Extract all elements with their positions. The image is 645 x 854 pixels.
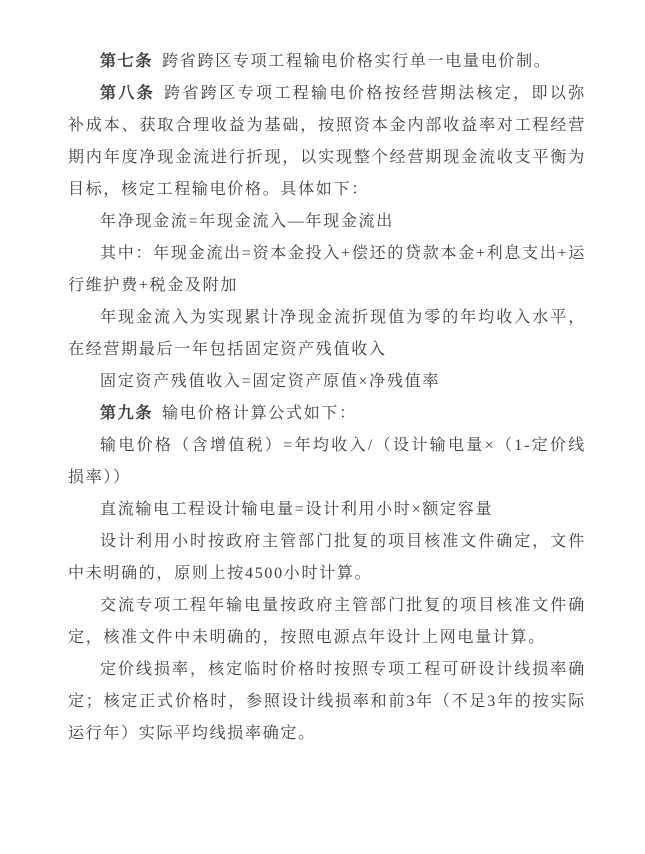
paragraph [68, 302, 586, 366]
paragraph-text: 定价线损率，核定临时价格时按照专项工程可研设计线损率确定；核定正式价格时，参照设计线损率和前3年（不足3年的按实际运行年）实际平均线损率确定。 [68, 661, 586, 742]
paragraph-text: 年净现金流=年现金流入—年现金流出 [100, 213, 394, 230]
paragraph-text: 其中：年现金流出=资本金投入+偿还的贷款本金+利息支出+运行维护费+税金及附加 [68, 245, 586, 294]
paragraph-text: 输电价格计算公式如下： [162, 405, 357, 422]
paragraph [68, 206, 586, 238]
article-number-label: 第八条 [100, 85, 156, 102]
paragraph [68, 654, 586, 750]
paragraph-text: 交流专项工程年输电量按政府主管部门批复的项目核准文件确定，核准文件中未明确的，按照电源点年设计上网电量计算。 [68, 597, 586, 646]
paragraph [68, 590, 586, 654]
paragraph [68, 238, 586, 302]
paragraph [68, 494, 586, 526]
article-number-label: 第九条 [100, 405, 154, 422]
document-body [68, 46, 586, 750]
paragraph-text: 直流输电工程设计输电量=设计利用小时×额定容量 [100, 501, 494, 518]
paragraph-text: 输电价格（含增值税）=年均收入/（设计输电量×（1-定价线损率）） [68, 437, 586, 486]
paragraph [68, 366, 586, 398]
paragraph-text: 设计利用小时按政府主管部门批复的项目核准文件确定，文件中未明确的，原则上按4500小时计算。 [68, 533, 586, 582]
paragraph [68, 526, 586, 590]
paragraph-text: 固定资产残值收入=固定资产原值×净残值率 [100, 373, 441, 390]
paragraph [68, 430, 586, 494]
article-paragraph [68, 78, 586, 206]
paragraph-text: 跨省跨区专项工程输电价格按经营期法核定，即以弥补成本、获取合理收益为基础，按照资本金内部收益率对工程经营期内年度净现金流进行折现，以实现整个经营期现金流收支平衡为目标，核定工程输电价格。具体如下： [68, 85, 586, 198]
article-paragraph [68, 398, 586, 430]
article-number-label: 第七条 [100, 53, 154, 70]
paragraph-text: 跨省跨区专项工程输电价格实行单一电量电价制。 [162, 53, 552, 70]
paragraph-text: 年现金流入为实现累计净现金流折现值为零的年均收入水平，在经营期最后一年包括固定资产残值收入 [68, 309, 586, 358]
article-paragraph [68, 46, 586, 78]
